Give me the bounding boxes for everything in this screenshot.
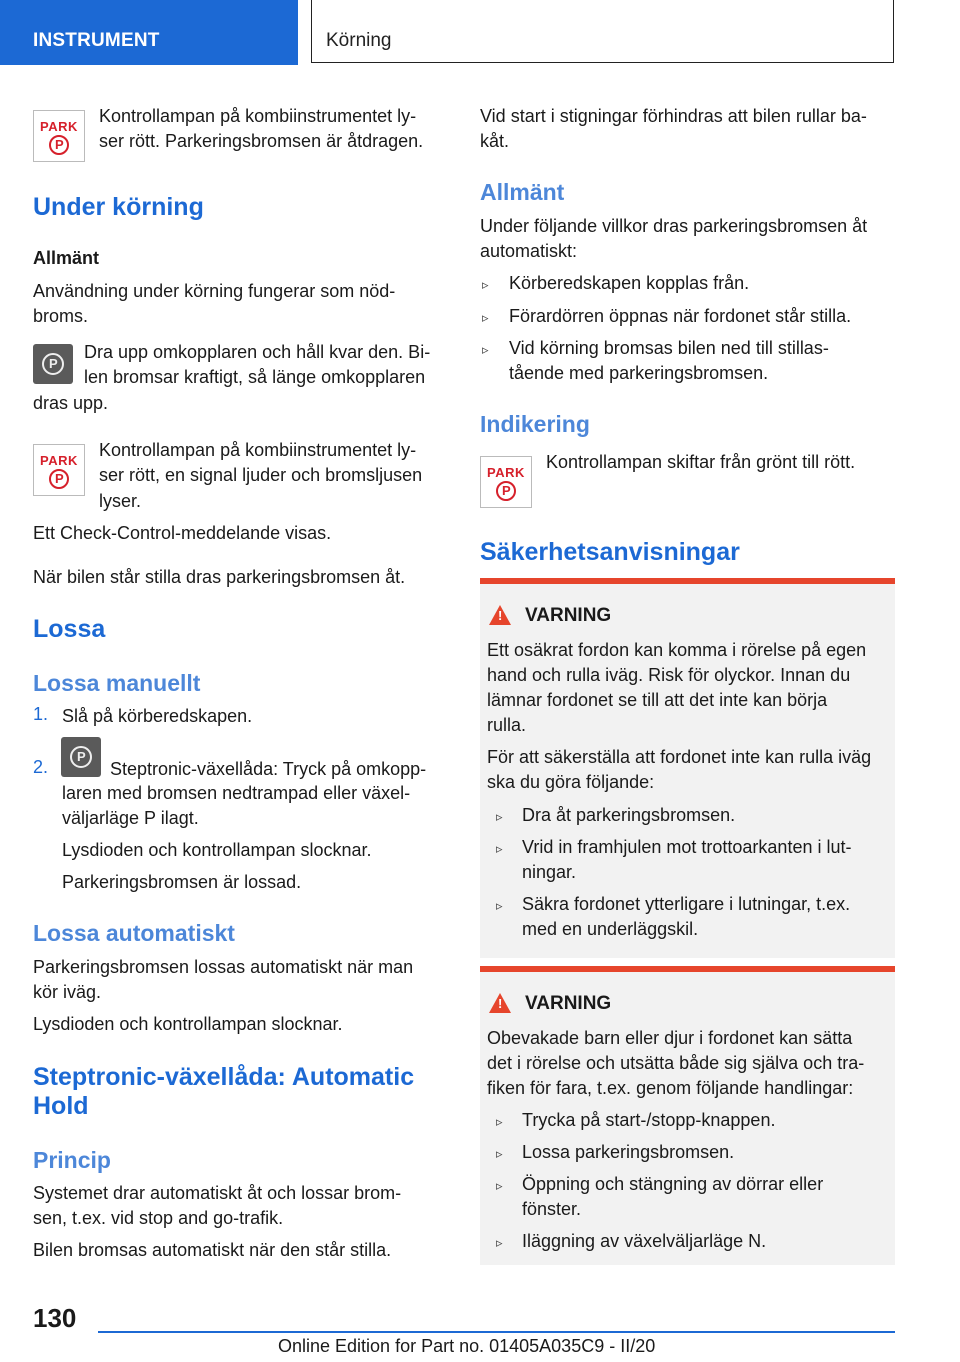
park-text-2: ser rött. Parkeringsbromsen är åtdragen.: [99, 131, 424, 151]
list-item: Körberedskapen kopplas från.: [509, 273, 750, 293]
section-tab: [0, 0, 298, 65]
list-item: Iläggning av växelväljarläge N.: [522, 1231, 767, 1251]
warn1-text-1: Ett osäkrat fordon kan komma i rörelse på egen: [487, 640, 867, 660]
auto-text-1: Parkeringsbromsen lossas automatiskt när man: [33, 957, 414, 977]
park2-text-3: lyser.: [99, 491, 142, 511]
warn1-text-3: lämnar fordonet se till att det inte kan börja: [487, 690, 828, 710]
list-item: Lossa parkeringsbromsen.: [522, 1142, 735, 1162]
allmant-text-2: automatiskt:: [480, 241, 578, 261]
bullet-marker: ▹: [496, 1146, 503, 1161]
step-1-text: Slå på körberedskapen.: [62, 706, 253, 726]
list-item-cont: tående med parkeringsbromsen.: [509, 363, 769, 383]
warning-icon: [489, 993, 511, 1013]
warning-title: VARNING: [525, 605, 612, 626]
auto-text-3: Lysdioden och kontrollampan slocknar.: [33, 1014, 343, 1034]
step-2-text-2: laren med bromsen nedtrampad eller växel-: [62, 783, 411, 803]
list-item-cont: ningar.: [522, 862, 577, 882]
footer-divider: [98, 1331, 895, 1333]
chapter-tab: [311, 0, 894, 63]
heading-lossa: Lossa: [33, 615, 106, 643]
heading-indikering: Indikering: [480, 411, 590, 437]
chapter-title: Körning: [326, 30, 392, 51]
use-text-1: Användning under körning fungerar som nöd-: [33, 281, 396, 301]
heading-steptronic-1: Steptronic-växellåda: Automatic: [33, 1063, 415, 1091]
heading-allmant: Allmänt: [480, 179, 565, 205]
parking-brake-switch-icon: [61, 737, 101, 777]
start-text-1: Vid start i stigningar förhindras att bilen rullar ba-: [480, 106, 867, 126]
list-item: Vid körning bromsas bilen ned till stillas-: [509, 338, 829, 358]
warn1-text-2: hand och rulla iväg. Risk för olyckor. Innan du: [487, 665, 851, 685]
bullet-marker: ▹: [482, 342, 489, 357]
page-number: 130: [33, 1303, 77, 1333]
bullet-marker: ▹: [496, 898, 503, 913]
heading-under-korning: Under körning: [33, 193, 204, 221]
heading-sakerhet: Säkerhetsanvisningar: [480, 538, 740, 566]
list-item-cont: fönster.: [522, 1199, 582, 1219]
princip-text-3: Bilen bromsas automatiskt när den står stilla.: [33, 1240, 392, 1260]
indikering-text: Kontrollampan skiftar från grönt till rött.: [546, 452, 856, 472]
bullet-marker: ▹: [482, 310, 489, 325]
warn1-text-6: ska du göra följande:: [487, 772, 655, 792]
park-text-1: Kontrollampan på kombiinstrumentet ly-: [99, 106, 417, 126]
parking-brake-switch-icon: [33, 344, 73, 384]
use-text-2: broms.: [33, 306, 89, 326]
step-number: 2.: [33, 757, 49, 777]
heading-princip: Princip: [33, 1147, 111, 1173]
list-item: Öppning och stängning av dörrar eller: [522, 1174, 824, 1194]
bullet-marker: ▹: [496, 1178, 503, 1193]
step-2-text-3: väljarläge P ilagt.: [62, 808, 199, 828]
bullet-marker: ▹: [482, 277, 489, 292]
heading-steptronic-2: Hold: [33, 1092, 89, 1120]
btn-text-3: dras upp.: [33, 393, 109, 413]
warn1-text-4: rulla.: [487, 715, 527, 735]
subheading-allmant: Allmänt: [33, 248, 100, 268]
edition-text: Online Edition for Part no. 01405A035C9 - II/20: [278, 1336, 656, 1356]
park-indicator-icon: PARK P: [33, 110, 85, 162]
list-item: Säkra fordonet ytterligare i lutningar, t.ex.: [522, 894, 851, 914]
warn2-text-3: fiken för fara, t.ex. genom följande handlingar:: [487, 1078, 854, 1098]
princip-text-1: Systemet drar automatiskt åt och lossar brom-: [33, 1183, 402, 1203]
bullet-marker: ▹: [496, 841, 503, 856]
step-sub-2: Parkeringsbromsen är lossad.: [62, 872, 302, 892]
btn-text-2: len bromsar kraftigt, så länge omkopplaren: [84, 367, 426, 387]
list-item: Vrid in framhjulen mot trottoarkanten i lut-: [522, 837, 852, 857]
step-number: 1.: [33, 704, 49, 724]
bullet-marker: ▹: [496, 1114, 503, 1129]
check-control-text: Ett Check-Control-meddelande visas.: [33, 523, 332, 543]
auto-text-2: kör iväg.: [33, 982, 102, 1002]
warn2-text-1: Obevakade barn eller djur i fordonet kan sätta: [487, 1028, 853, 1048]
warn1-text-5: För att säkerställa att fordonet inte kan rulla iväg: [487, 747, 872, 767]
list-item: Förardörren öppnas när fordonet står stilla.: [509, 306, 852, 326]
princip-text-2: sen, t.ex. vid stop and go-trafik.: [33, 1208, 284, 1228]
park2-text-2: ser rött, en signal ljuder och bromsljusen: [99, 465, 423, 485]
warning-icon: [489, 605, 511, 625]
warning-title: VARNING: [525, 993, 612, 1014]
allmant-text-1: Under följande villkor dras parkeringsbromsen åt: [480, 216, 868, 236]
step-2-text-1: Steptronic-växellåda: Tryck på omkopp-: [110, 759, 427, 779]
list-item: Trycka på start-/stopp-knappen.: [522, 1110, 776, 1130]
standstill-text: När bilen står stilla dras parkeringsbromsen åt.: [33, 567, 406, 587]
list-item: Dra åt parkeringsbromsen.: [522, 805, 736, 825]
warn2-text-2: det i rörelse och utsätta både sig själva och tra-: [487, 1053, 865, 1073]
section-title: INSTRUMENT: [33, 30, 160, 51]
park-indicator-icon: PARK P: [33, 444, 85, 496]
btn-text-1: Dra upp omkopplaren och håll kvar den. Bi-: [84, 342, 431, 362]
start-text-2: kåt.: [480, 131, 510, 151]
heading-lossa-automatiskt: Lossa automatiskt: [33, 920, 235, 946]
bullet-marker: ▹: [496, 809, 503, 824]
bullet-marker: ▹: [496, 1235, 503, 1250]
park-indicator-icon: PARK P: [480, 456, 532, 508]
park2-text-1: Kontrollampan på kombiinstrumentet ly-: [99, 440, 417, 460]
list-item-cont: med en underläggskil.: [522, 919, 699, 939]
step-sub-1: Lysdioden och kontrollampan slocknar.: [62, 840, 372, 860]
heading-lossa-manuellt: Lossa manuellt: [33, 670, 201, 696]
